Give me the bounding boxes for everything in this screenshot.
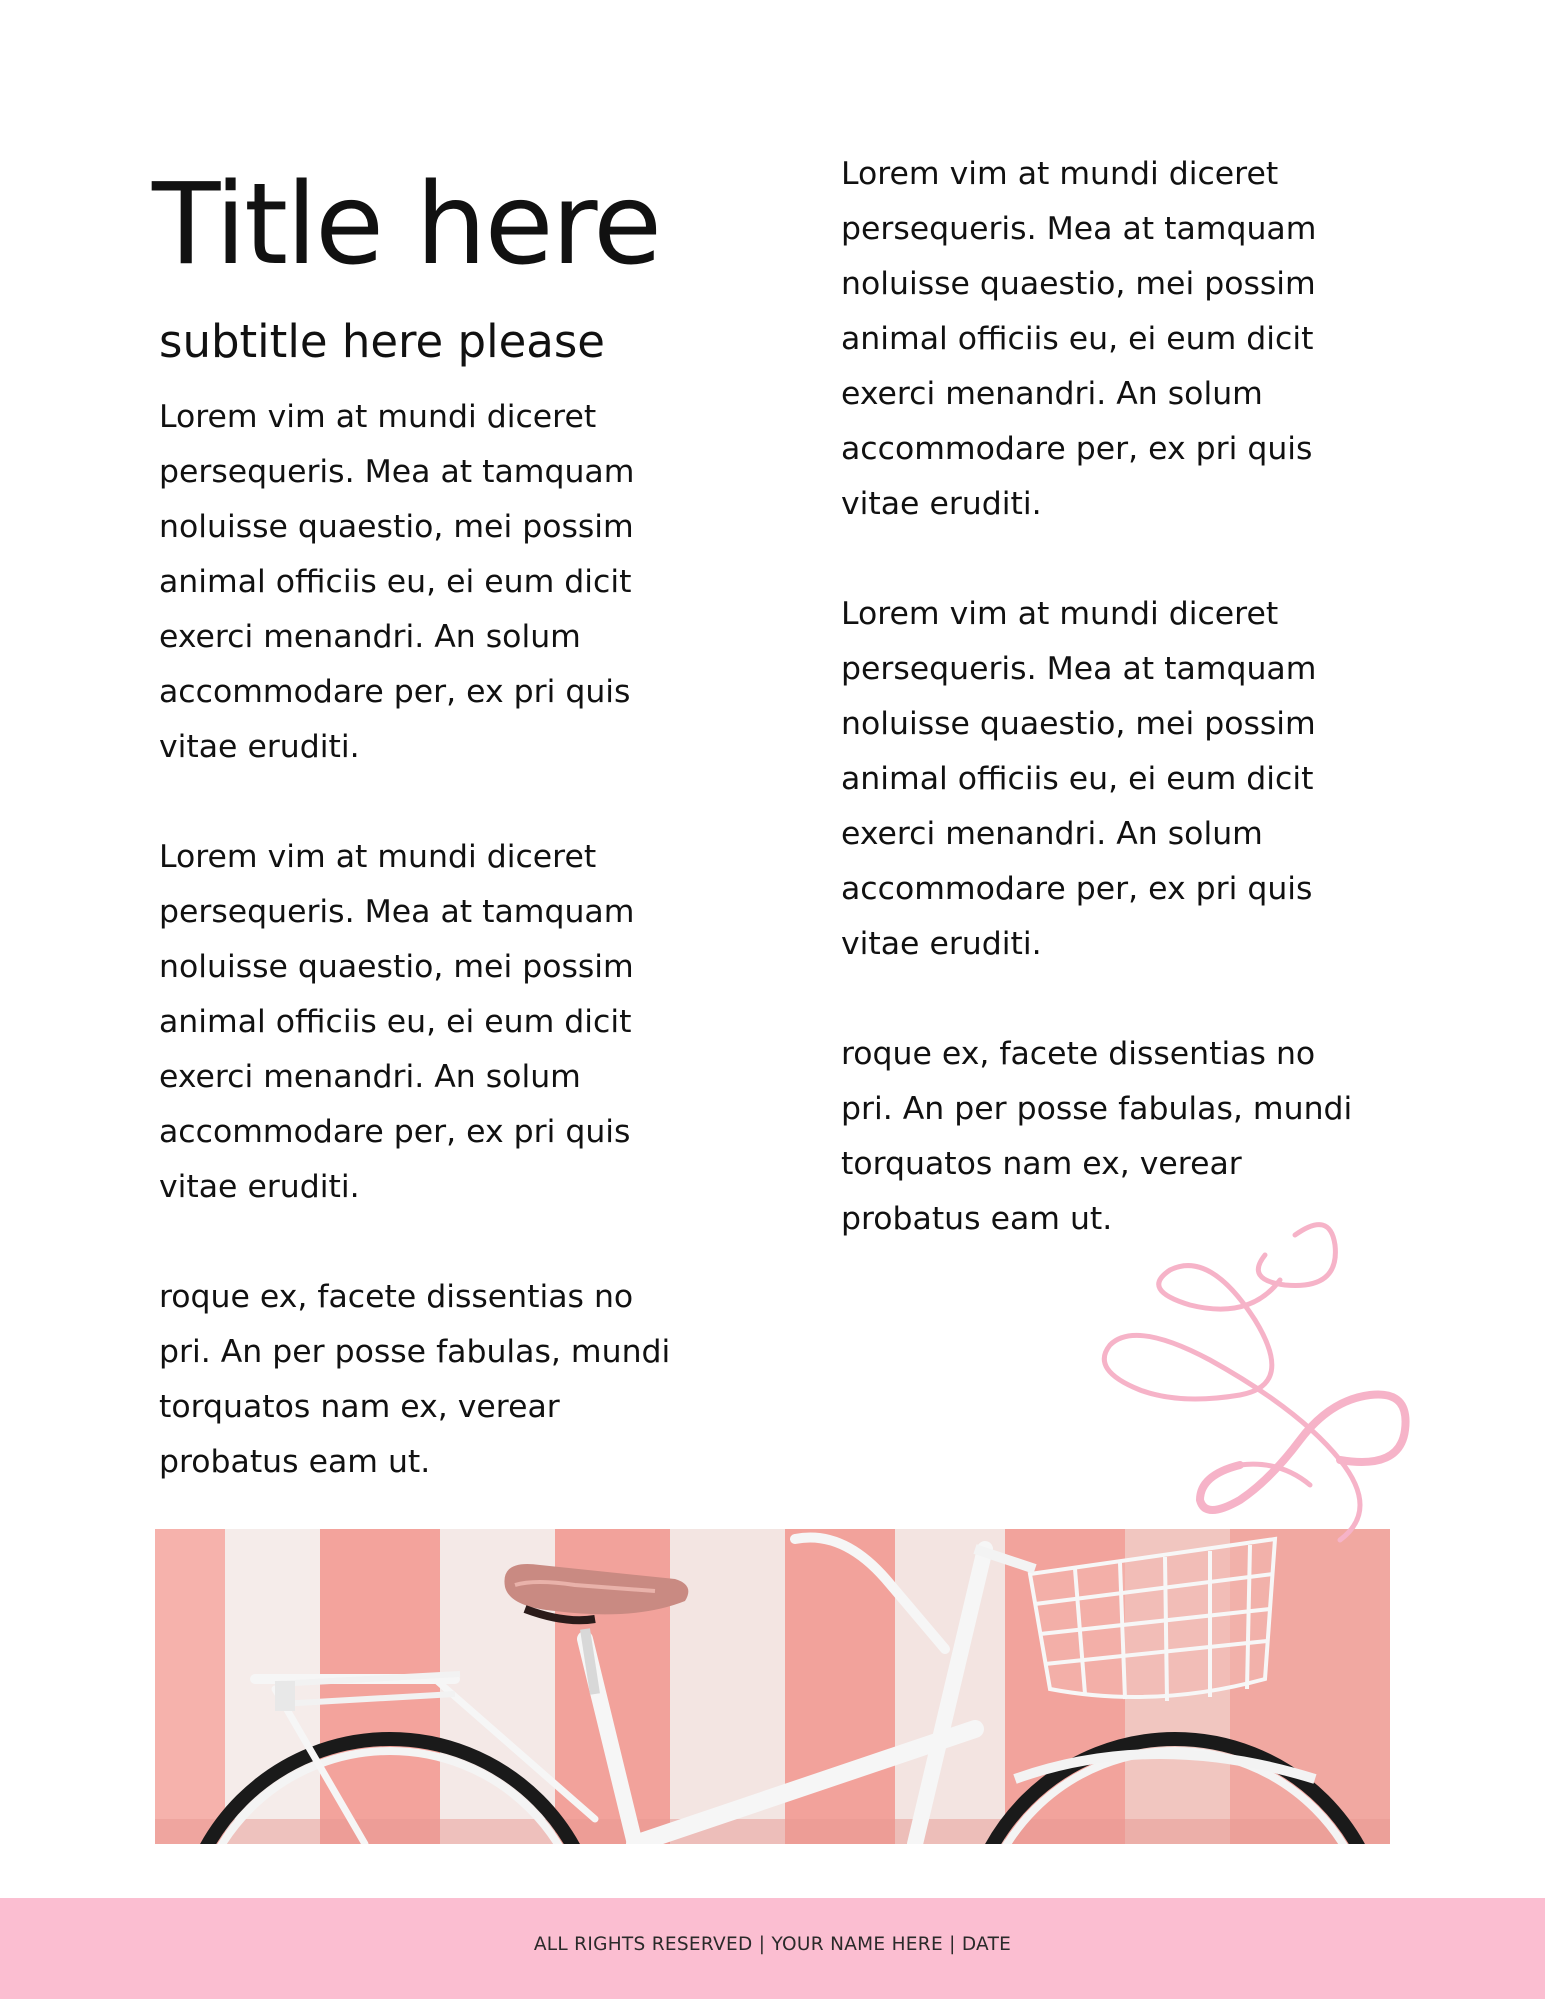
page-subtitle: subtitle here please (159, 315, 605, 368)
text-line: persequeris. Mea at tamquam (841, 651, 1317, 687)
right-text-column (841, 147, 1401, 1302)
text-line: roque ex, facete dissentias no (841, 1036, 1316, 1072)
text-line: accommodare per, ex pri quis (841, 871, 1313, 907)
text-line: accommodare per, ex pri quis (841, 431, 1313, 467)
body-paragraph (159, 830, 719, 1215)
text-line: probatus eam ut. (159, 1444, 431, 1480)
body-paragraph (841, 147, 1401, 532)
text-line: animal officiis eu, ei eum dicit (159, 1004, 632, 1040)
pink-swirl-ornament (1040, 1210, 1420, 1580)
body-paragraph (159, 390, 719, 775)
body-paragraph (841, 587, 1401, 972)
text-line: animal officiis eu, ei eum dicit (159, 564, 632, 600)
text-line: persequeris. Mea at tamquam (159, 894, 635, 930)
page-footer (0, 1898, 1545, 1999)
text-line: accommodare per, ex pri quis (159, 674, 631, 710)
text-line: vitae eruditi. (159, 1169, 360, 1205)
text-line: Lorem vim at mundi diceret (841, 596, 1279, 632)
text-line: persequeris. Mea at tamquam (159, 454, 635, 490)
text-line: exerci menandri. An solum (841, 376, 1263, 412)
text-line: noluisse quaestio, mei possim (159, 509, 634, 545)
footer-text: ALL RIGHTS RESERVED | YOUR NAME HERE | DATE (533, 1934, 1012, 1955)
text-line: animal officiis eu, ei eum dicit (841, 761, 1314, 797)
text-line: vitae eruditi. (159, 729, 360, 765)
text-line: torquatos nam ex, verear (159, 1389, 560, 1425)
text-line: vitae eruditi. (841, 926, 1042, 962)
text-line: Lorem vim at mundi diceret (159, 399, 597, 435)
text-line: roque ex, facete dissentias no (159, 1279, 634, 1315)
text-line: persequeris. Mea at tamquam (841, 211, 1317, 247)
text-line: Lorem vim at mundi diceret (159, 839, 597, 875)
text-line: torquatos nam ex, verear (841, 1146, 1242, 1182)
text-line: animal officiis eu, ei eum dicit (841, 321, 1314, 357)
text-line: pri. An per posse fabulas, mundi (841, 1091, 1353, 1127)
text-line: vitae eruditi. (841, 486, 1042, 522)
text-line: exerci menandri. An solum (159, 1059, 581, 1095)
text-line: noluisse quaestio, mei possim (841, 266, 1316, 302)
text-line: probatus eam ut. (841, 1201, 1113, 1237)
body-paragraph (159, 1270, 719, 1490)
text-line: noluisse quaestio, mei possim (841, 706, 1316, 742)
text-line: exerci menandri. An solum (841, 816, 1263, 852)
left-text-column (159, 390, 719, 1545)
text-line: exerci menandri. An solum (159, 619, 581, 655)
page-title: Title here (152, 160, 661, 290)
text-line: accommodare per, ex pri quis (159, 1114, 631, 1150)
text-line: Lorem vim at mundi diceret (841, 156, 1279, 192)
text-line: pri. An per posse fabulas, mundi (159, 1334, 671, 1370)
text-line: noluisse quaestio, mei possim (159, 949, 634, 985)
